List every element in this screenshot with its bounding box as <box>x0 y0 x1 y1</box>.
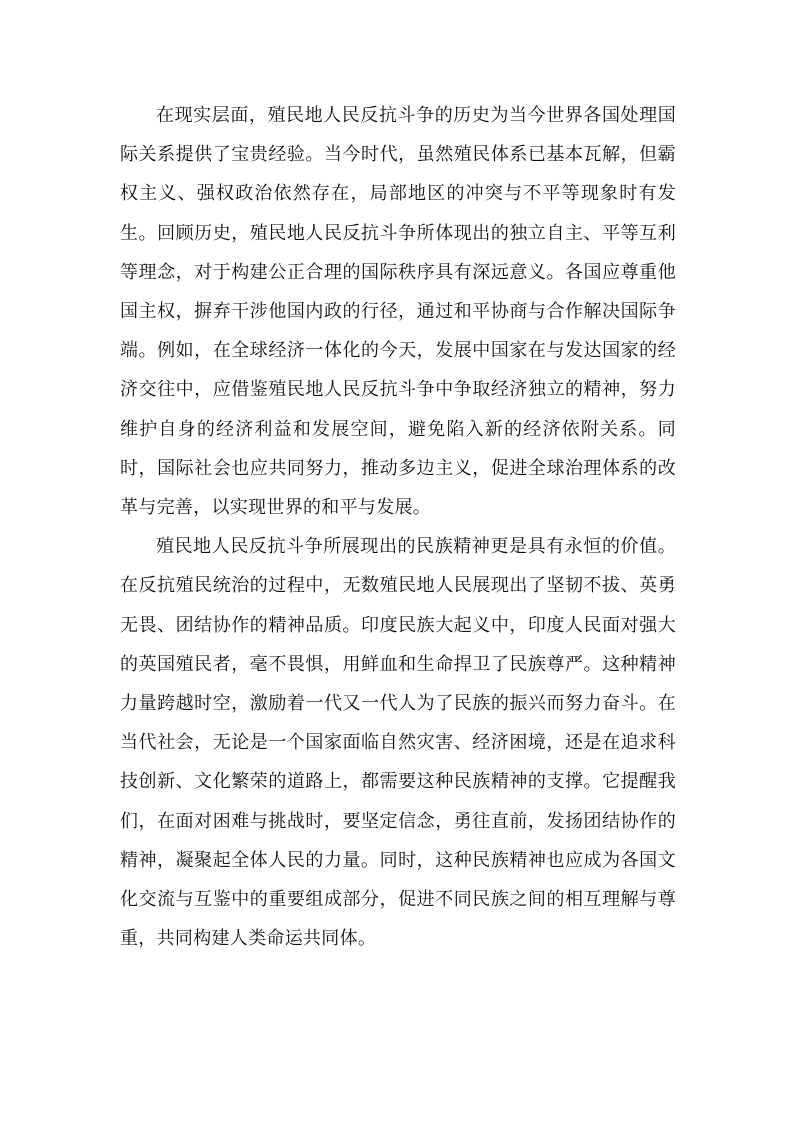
document-body <box>120 96 676 958</box>
paragraph-international-relations: 在现实层面，殖民地人民反抗斗争的历史为当今世界各国处理国际关系提供了宝贵经验。当今时代，虽然殖民体系已基本瓦解，但霸权主义、强权政治依然存在，局部地区的冲突与不平等现象时有发生。回顾历史，殖民地人民反抗斗争所体现出的独立自主、平等互利等理念，对于构建公正合理的国际秩序具有深远意义。各国应尊重他国主权，摒弃干涉他国内政的行径，通过和平协商与合作解决国际争端。例如，在全球经济一体化的今天，发展中国家在与发达国家的经济交往中，应借鉴殖民地人民反抗斗争中争取经济独立的精神，努力维护自身的经济利益和发展空间，避免陷入新的经济依附关系。同时，国际社会也应共同努力，推动多边主义，促进全球治理体系的改革与完善，以实现世界的和平与发展。 <box>120 105 676 519</box>
paragraph-national-spirit: 殖民地人民反抗斗争所展现出的民族精神更是具有永恒的价值。在反抗殖民统治的过程中，无数殖民地人民展现出了坚韧不拔、英勇无畏、团结协作的精神品质。印度民族大起义中，印度人民面对强大的英国殖民者，毫不畏惧，用鲜血和生命捍卫了民族尊严。这种精神力量跨越时空，激励着一代又一代人为了民族的振兴而努力奋斗。在当代社会，无论是一个国家面临自然灾害、经济困境，还是在追求科技创新、文化繁荣的道路上，都需要这种民族精神的支撑。它提醒我们，在面对困难与挑战时，要坚定信念，勇往直前，发扬团结协作的精神，凝聚起全体人民的力量。同时，这种民族精神也应成为各国文化交流与互鉴中的重要组成部分，促进不同民族之间的相互理解与尊重，共同构建人类命运共同体。 <box>120 536 676 950</box>
